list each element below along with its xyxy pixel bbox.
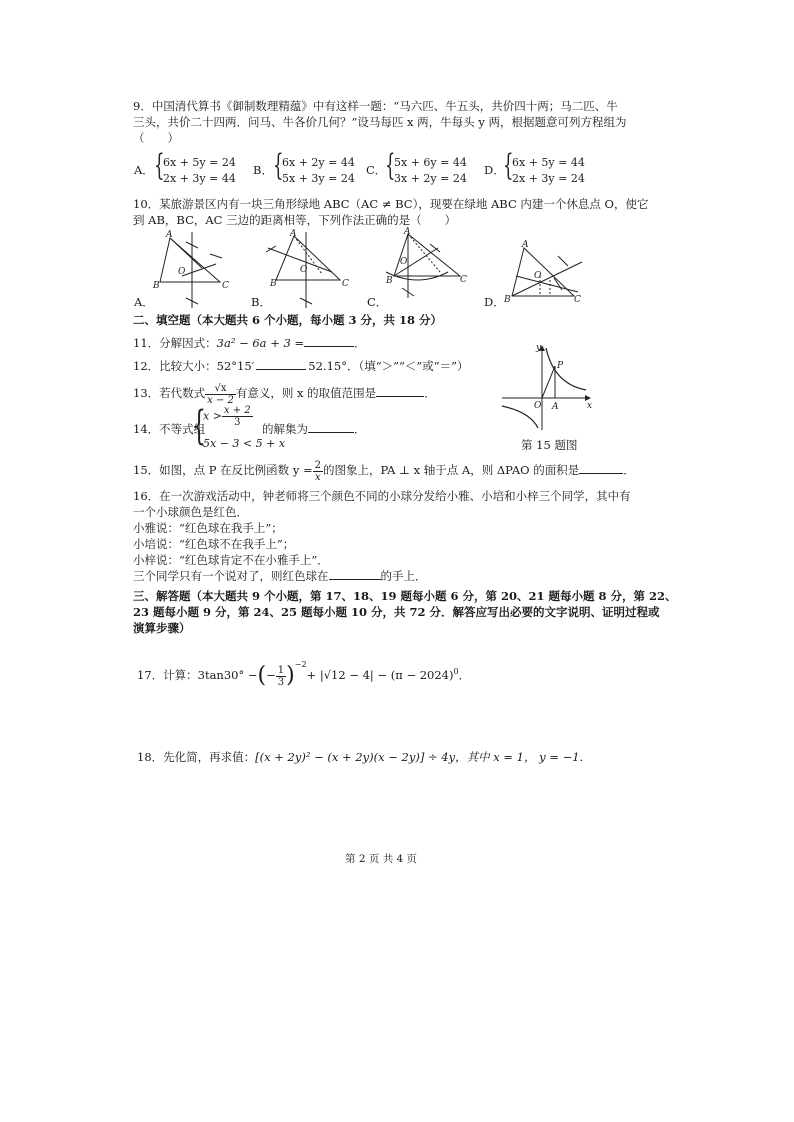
- section3-line2: 23 题每小题 9 分，第 24、25 题每小题 10 分，共 72 分．解答应写出必要的文字说明、证明过程或: [133, 605, 660, 619]
- brace: {: [385, 148, 396, 183]
- vertex-label-b: B: [504, 295, 511, 305]
- q13-end: ．: [424, 386, 436, 400]
- brace: {: [154, 148, 165, 183]
- q11-answer-blank[interactable]: [304, 346, 354, 347]
- q14-suffix: 的解集为: [262, 422, 308, 436]
- q10-figure-a: [140, 228, 240, 310]
- vertex-label-o: O: [400, 257, 408, 267]
- vertex-label-o: O: [534, 271, 542, 281]
- q10-figure-d: [502, 240, 594, 306]
- q16-line6-suffix: 的手上．: [380, 569, 427, 583]
- q16-line4: 小培说：“红色球不在我手上”；: [133, 537, 295, 551]
- q14-ineq1-fraction: [222, 405, 253, 428]
- q17-fraction: [276, 665, 286, 688]
- q12-right: 52.15°．（填“＞”“＜”或“＝”）: [308, 359, 469, 373]
- q16-answer-blank[interactable]: [329, 579, 381, 580]
- right-paren: ): [286, 663, 295, 688]
- section3-line1: 三、解答题（本大题共 9 个小题，第 17、18、19 题每小题 6 分，第 20、21 题每小题 8 分，第 22、: [133, 589, 677, 603]
- vertex-label-a: A: [404, 227, 411, 237]
- vertex-label-c: C: [342, 279, 349, 289]
- q9-line3: （ ）: [133, 131, 179, 145]
- q12: [133, 358, 468, 374]
- equation: 5x + 3y = 24: [282, 172, 355, 185]
- option-label: C．: [366, 163, 387, 177]
- point-label-a: A: [552, 402, 559, 412]
- q14-tail: [262, 421, 366, 437]
- q10-line2: 到 AB，BC，AC 三边的距离相等，下列作法正确的是（ ）: [133, 213, 457, 227]
- equation: 3x + 2y = 24: [394, 172, 467, 185]
- equation: 2x + 3y = 24: [512, 172, 585, 185]
- q17-prefix: 17．计算：: [137, 668, 198, 682]
- vertex-label-c: C: [222, 281, 229, 291]
- q16-line6: [133, 568, 427, 584]
- q17-exponent: −2: [294, 660, 307, 669]
- q14-prefix: 14．不等式组: [133, 422, 206, 436]
- q16-line2: 一个小球颜色是红色．: [133, 505, 248, 519]
- q10-option-a[interactable]: A．: [134, 295, 154, 309]
- option-label: D．: [484, 163, 505, 177]
- left-paren: (: [257, 663, 267, 688]
- q15-suffix: 的图象上，PA ⊥ x 轴于点 A，则 ΔPAO 的面积是: [323, 463, 580, 477]
- q12-left: 52°15′: [216, 359, 255, 373]
- q13-numerator: √x: [205, 383, 236, 395]
- q10-figure-b: [262, 228, 362, 310]
- q16-line6-prefix: 三个同学只有一个说对了，则红色球在: [133, 569, 329, 583]
- q15-fraction: [313, 460, 323, 483]
- q18-expr: [(x + 2y)² − (x + 2y)(x − 2y)] ÷ 4y，其中 x = 1， y = −1．: [255, 750, 592, 764]
- q10-option-c[interactable]: C．: [367, 295, 388, 309]
- q15-end: ．: [623, 463, 635, 477]
- brace: {: [273, 148, 284, 183]
- brace: {: [192, 403, 206, 449]
- q17: 17．计算：3tan30° −(− $\frac{1}{3}$ )$^{-2}+ |√12 - 4| - (\pi - 2024)^0$．: [137, 660, 471, 688]
- origin-label: O: [534, 401, 542, 411]
- vertex-label-o: O: [300, 265, 308, 275]
- q17-end: ．: [458, 668, 471, 682]
- q13-suffix: 有意义，则 x 的取值范围是: [235, 386, 377, 400]
- q16-line3: 小雅说：“红色球在我手上”；: [133, 521, 283, 535]
- q16-line5: 小梓说：“红色球肯定不在小雅手上”．: [133, 553, 329, 567]
- q12-answer-blank[interactable]: [256, 369, 306, 370]
- vertex-label-a: A: [522, 240, 529, 250]
- q10-option-d[interactable]: D．: [484, 295, 505, 309]
- option-label: A．: [134, 163, 154, 177]
- q17-part2: + |√12 − 4| − (π − 2024): [306, 668, 454, 682]
- q14-ineq1-left: x >: [203, 409, 222, 423]
- equation: 5x + 6y = 44: [394, 156, 467, 169]
- q15-figure-caption: 第 15 题图: [521, 438, 578, 452]
- equation: 6x + 5y = 44: [512, 156, 585, 169]
- brace: {: [503, 148, 514, 183]
- q17-part1: 3tan30° −: [197, 668, 258, 682]
- q18-prefix: 18．先化简，再求值：: [137, 750, 256, 764]
- axis-label-y: y: [536, 343, 542, 353]
- vertex-label-b: B: [153, 281, 160, 291]
- q13-denominator: x − 2: [207, 394, 234, 406]
- equation: 6x + 2y = 44: [282, 156, 355, 169]
- vertex-label-c: C: [574, 295, 581, 305]
- q10-line1: 10．某旅游景区内有一块三角形绿地 ABC（AC ≠ BC），现要在绿地 ABC 内建一个休息点 O，使它: [133, 197, 649, 211]
- q15-frac-num: 2: [314, 459, 321, 471]
- q11-prefix: 11．分解因式：: [133, 336, 217, 350]
- q13-answer-blank[interactable]: [376, 396, 424, 397]
- q14-ineq1-den: 3: [234, 417, 241, 428]
- equation: 2x + 3y = 44: [163, 172, 236, 185]
- q16-line1: 16．在一次游戏活动中，钟老师将三个颜色不同的小球分发给小雅、小培和小梓三个同学，其中有: [133, 489, 631, 503]
- vertex-label-b: B: [386, 276, 393, 286]
- q11-end: ．: [354, 336, 366, 350]
- point-label-p: P: [557, 361, 564, 371]
- vertex-label-b: B: [270, 279, 277, 289]
- q10-option-b[interactable]: B．: [251, 295, 271, 309]
- vertex-label-a: A: [290, 229, 297, 239]
- vertex-label-c: C: [460, 275, 467, 285]
- q13-fraction: [205, 383, 236, 406]
- q9-line1: 9．中国清代算书《御制数理精蕴》中有这样一题：“马六匹、牛五头，共价四十两；马二匹、牛: [133, 99, 618, 113]
- axis-label-x: x: [587, 401, 593, 411]
- section2-heading: 二、填空题（本大题共 6 个小题，每小题 3 分，共 18 分）: [133, 313, 443, 327]
- q10-figure-c: [378, 226, 478, 308]
- q14-inequality-1: [203, 405, 253, 428]
- q17-frac-den: 3: [277, 676, 285, 688]
- section3-line3: 演算步骤）: [133, 621, 191, 635]
- vertex-label-o: O: [178, 267, 186, 277]
- q9-line2: 三头，共价二十四两．问马、牛各价几何？”设马每匹 x 两，牛每头 y 两，根据题意可列方程组为: [133, 115, 627, 129]
- q11-expr: 3a² − 6a + 3 =: [216, 336, 305, 350]
- q14-answer-blank[interactable]: [308, 432, 354, 433]
- q14-ineq1-num: x + 2: [223, 405, 251, 416]
- option-label: B．: [253, 163, 273, 177]
- q14-inequality-2: 5x − 3 < 5 + x: [203, 437, 286, 450]
- q14-end: ．: [354, 422, 366, 436]
- q15: [133, 455, 635, 485]
- q15-frac-den: x: [314, 471, 321, 483]
- q15-figure: [498, 340, 598, 432]
- q12-prefix: 12．比较大小：: [133, 359, 217, 373]
- q15-answer-blank[interactable]: [579, 473, 623, 474]
- q17-frac-num: 1: [277, 664, 285, 676]
- q18: [137, 749, 591, 765]
- q15-prefix: 15．如图，点 P 在反比例函数 y =: [133, 463, 313, 477]
- equation: 6x + 5y = 24: [163, 156, 236, 169]
- q13-prefix: 13．若代数式: [133, 386, 206, 400]
- vertex-label-a: A: [166, 230, 173, 240]
- q17-exponent-0: 0: [453, 667, 459, 677]
- q13: [133, 376, 436, 410]
- q11: [133, 335, 366, 351]
- page-footer: 第 2 页 共 4 页: [345, 853, 418, 865]
